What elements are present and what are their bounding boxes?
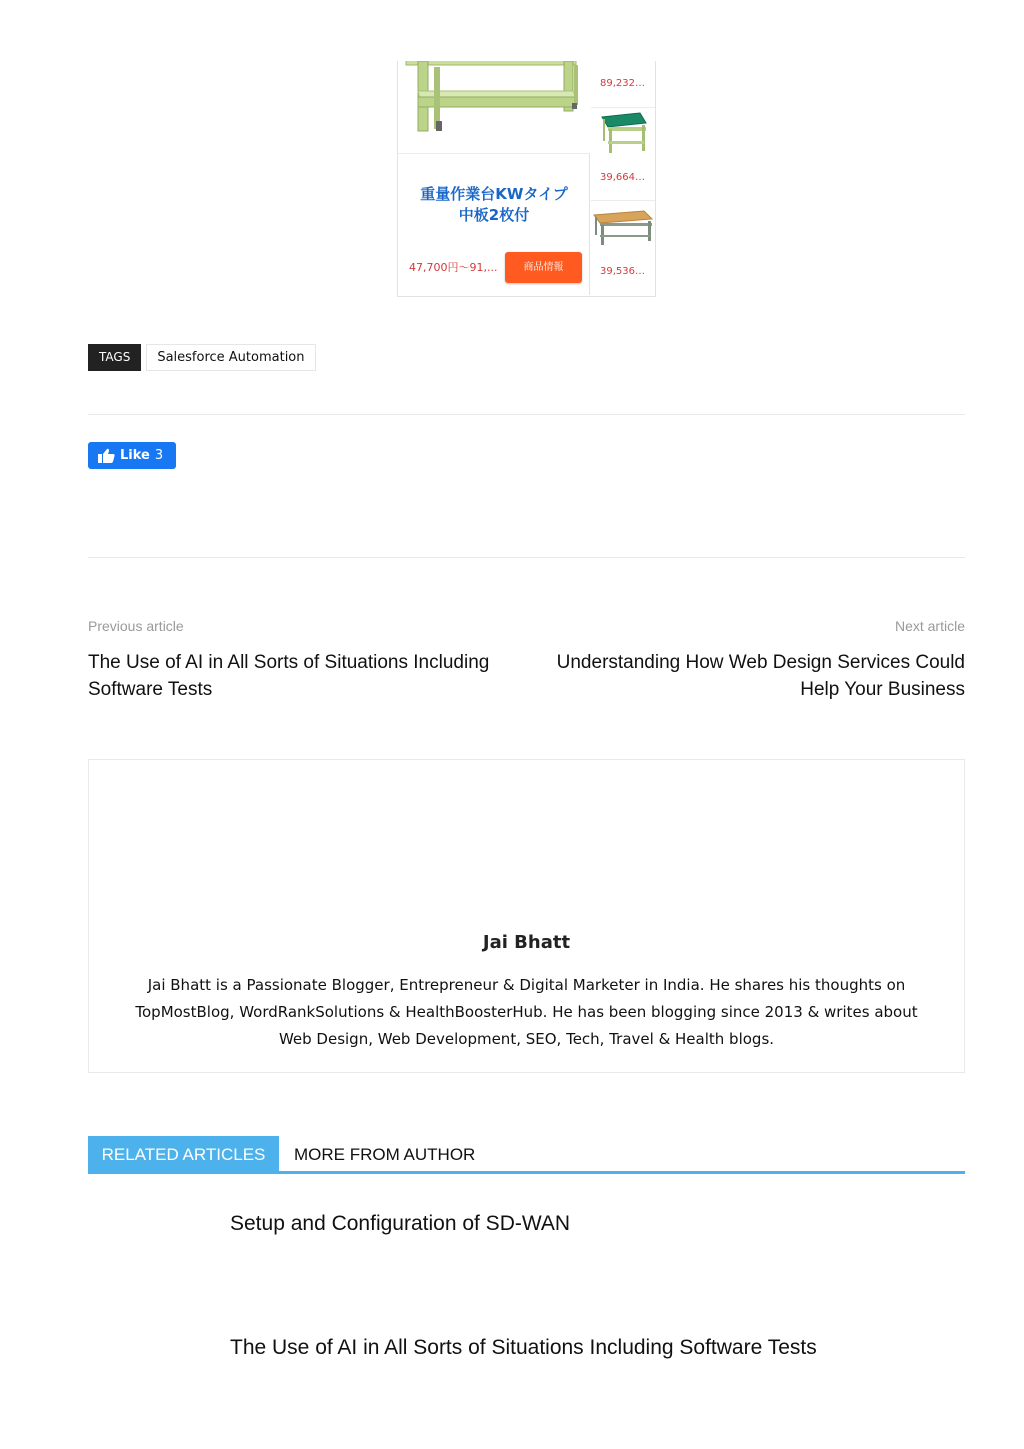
- divider: [88, 557, 965, 558]
- ad-main-product[interactable]: [398, 61, 590, 295]
- ad-product-title[interactable]: [404, 184, 584, 226]
- ad-title-line-2[interactable]: 中板2枚付: [458, 206, 530, 224]
- ad-side-price: 89,232…: [600, 78, 645, 89]
- like-count: 3: [154, 448, 164, 463]
- next-article-label: Next article: [894, 618, 965, 634]
- ad-product-info: [398, 153, 590, 295]
- author-bio: Jai Bhatt is a Passionate Blogger, Entrepreneur & Digital Marketer in India. He shares his thoughts on TopMostBlog, WordRankSolutions & HealthBoosterHub. He has been blogging since 2013 & writes about Web Design, Web Development, SEO, Tech, Travel & Health blogs.: [135, 976, 918, 1048]
- next-article: [545, 615, 965, 703]
- product-info-button[interactable]: 商品情報: [505, 252, 582, 283]
- thumbs-up-icon: [98, 448, 115, 463]
- tab-more-from-author[interactable]: MORE FROM AUTHOR: [294, 1145, 476, 1164]
- facebook-like-button[interactable]: [88, 442, 176, 469]
- post-tags: [88, 344, 316, 371]
- ad-side-price: 39,664…: [600, 172, 645, 183]
- wood-table-image[interactable]: [592, 207, 654, 247]
- previous-article-link[interactable]: The Use of AI in All Sorts of Situations Including Software Tests: [88, 652, 490, 700]
- author-box: [88, 759, 965, 1073]
- ad-product-price: 47,700円〜91,...: [409, 261, 498, 274]
- related-article-title[interactable]: The Use of AI in All Sorts of Situations Including Software Tests: [230, 1336, 817, 1359]
- tab-related-articles[interactable]: RELATED ARTICLES: [88, 1136, 279, 1171]
- tag-salesforce-automation[interactable]: Salesforce Automation: [146, 344, 315, 371]
- ad-side-item[interactable]: [591, 61, 655, 107]
- ad-side-price: 39,536…: [600, 266, 645, 277]
- previous-article-label: Previous article: [88, 618, 184, 634]
- next-article-link[interactable]: Understanding How Web Design Services Could Help Your Business: [556, 652, 965, 700]
- ad-side-item[interactable]: [591, 201, 655, 295]
- workbench-product-image[interactable]: [398, 61, 590, 153]
- previous-article: [88, 615, 508, 703]
- author-name[interactable]: Jai Bhatt: [482, 932, 571, 953]
- divider: [88, 414, 965, 415]
- ad-title-line-1[interactable]: 重量作業台KWタイプ: [420, 185, 568, 203]
- related-article-title[interactable]: Setup and Configuration of SD-WAN: [230, 1212, 571, 1235]
- ad-side-item[interactable]: [591, 108, 655, 200]
- product-ad-widget[interactable]: [397, 61, 656, 297]
- ad-side-products: [591, 61, 655, 295]
- tags-label: TAGS: [88, 344, 141, 371]
- green-table-image[interactable]: [598, 109, 648, 155]
- like-label: Like: [120, 448, 150, 463]
- related-tabs: [88, 1136, 965, 1174]
